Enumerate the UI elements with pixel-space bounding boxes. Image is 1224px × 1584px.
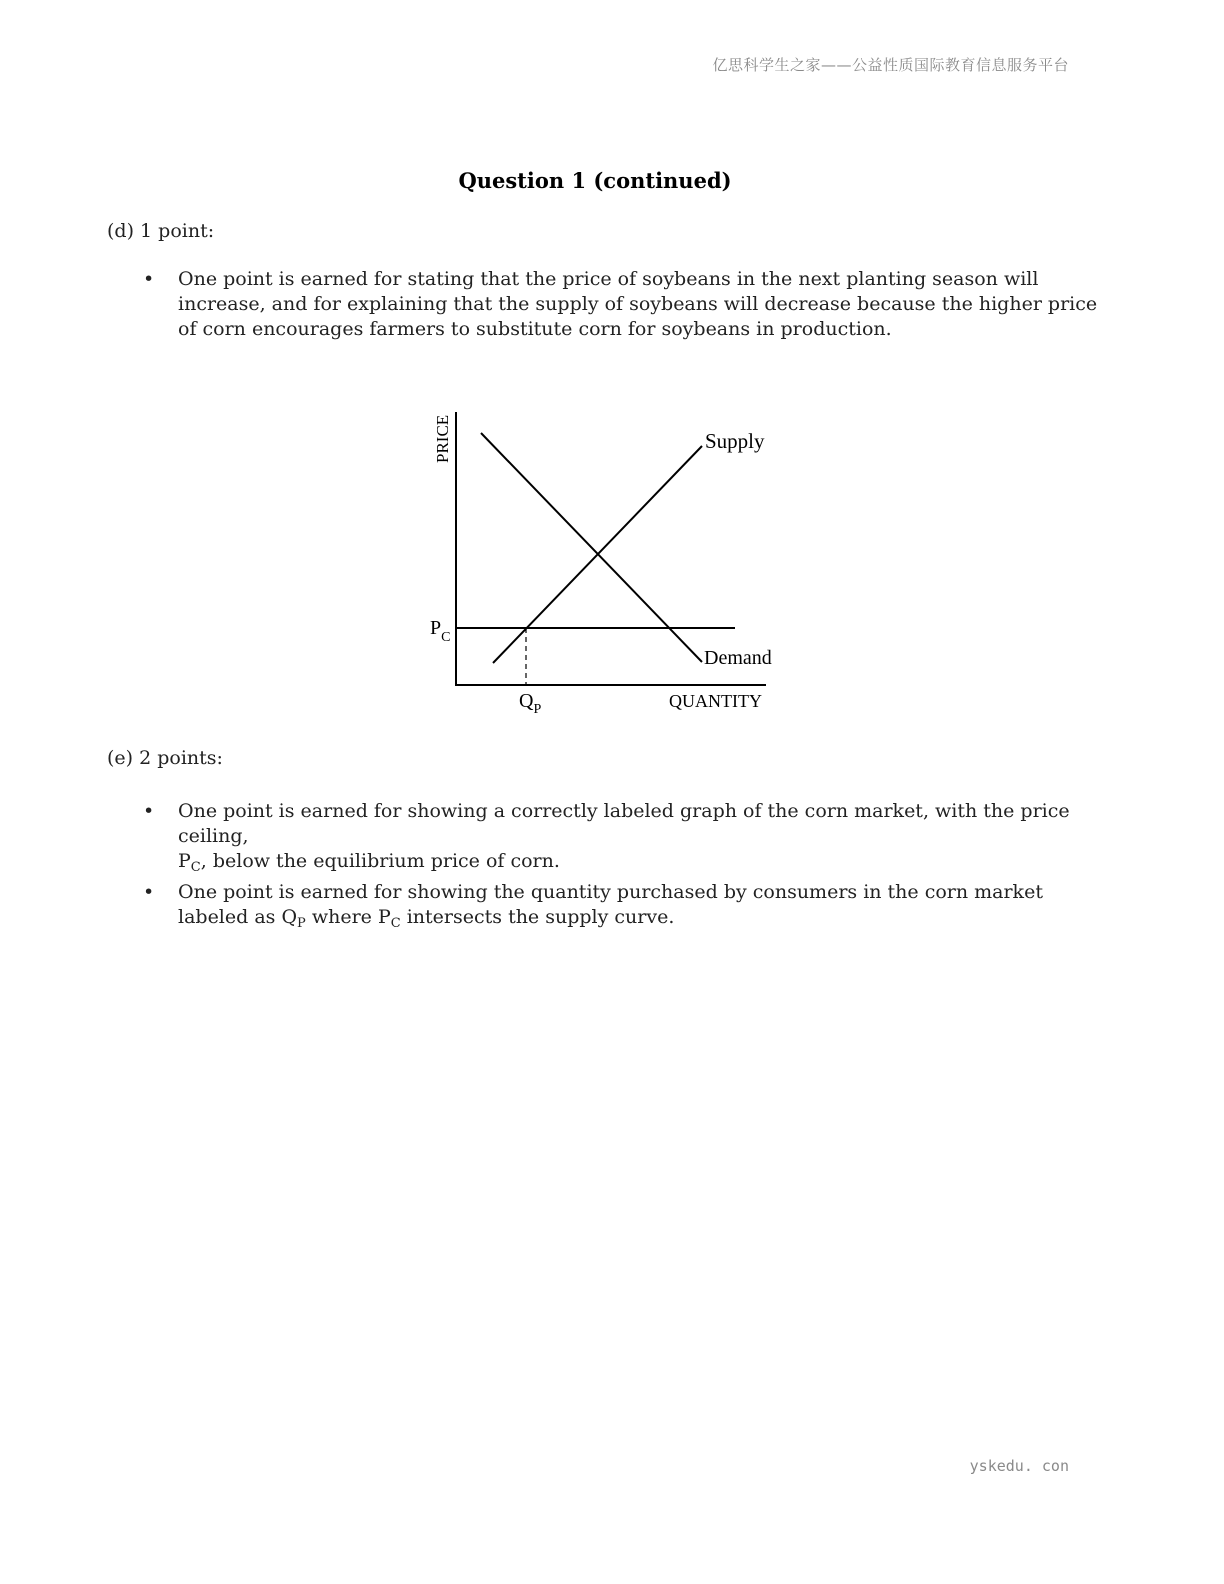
supply-demand-graph bbox=[420, 400, 800, 730]
bullet-icon: • bbox=[143, 800, 155, 822]
bullet-icon: • bbox=[143, 881, 155, 903]
part-d-bullets bbox=[107, 267, 1107, 342]
supply-label: Supply bbox=[705, 429, 765, 453]
quantity-purchased-label: $Q_P$ bbox=[519, 690, 542, 717]
footer-watermark: yskedu. con bbox=[969, 1457, 1069, 1475]
page-title: Question 1 (continued) bbox=[458, 168, 732, 193]
price-ceiling-label: $P_C$ bbox=[430, 617, 451, 645]
part-e-bullet-2-text: One point is earned for showing the quantity purchased by consumers in the corn market labeled as $Q_P$ where $P_C$ intersects the supply curve. bbox=[178, 881, 1043, 931]
part-e-bullet-1 bbox=[107, 799, 1107, 874]
bullet-icon: • bbox=[143, 268, 155, 290]
x-axis-label: QUANTITY bbox=[669, 691, 762, 711]
header-watermark: 亿思科学生之家——公益性质国际教育信息服务平台 bbox=[712, 56, 1069, 74]
part-d-bullet bbox=[107, 267, 1107, 342]
part-e-bullets bbox=[107, 799, 1107, 930]
demand-label: Demand bbox=[704, 647, 772, 669]
part-d-bullet-text: One point is earned for stating that the price of soybeans in the next planting season will increase, and for explaining that the supply of soybeans will decrease because the higher price of corn encourages farmers to substitute corn for soybeans in production. bbox=[178, 268, 1098, 340]
y-axis-label: PRICE bbox=[433, 414, 452, 463]
part-d-label: (d) 1 point: bbox=[107, 220, 215, 242]
part-e-label: (e) 2 points: bbox=[107, 747, 223, 769]
part-e-bullet-1-text: One point is earned for showing a correctly labeled graph of the corn market, with the price ceiling, $P_C$, below the equilibrium price of corn. bbox=[178, 800, 1070, 875]
part-e-bullet-2 bbox=[107, 880, 1107, 930]
